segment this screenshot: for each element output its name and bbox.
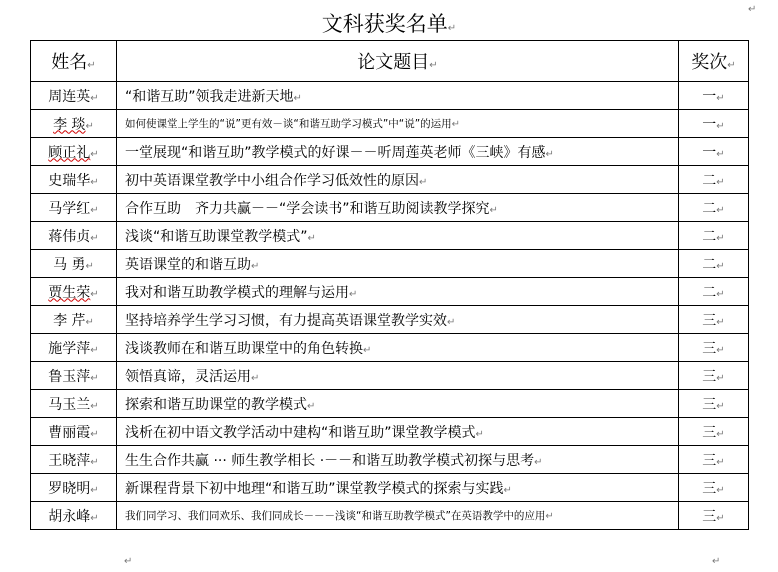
- name-cell[interactable]: 马 勇↵: [31, 250, 117, 278]
- paragraph-mark-icon: ↵: [748, 4, 757, 15]
- table-row: [31, 418, 749, 446]
- table-header-row: [31, 41, 749, 82]
- award-table: [30, 40, 749, 530]
- table-row: [31, 278, 749, 306]
- topic-cell[interactable]: 初中英语课堂教学中小组合作学习低效性的原因↵: [117, 166, 679, 194]
- header-topic: 论文题目↵: [117, 41, 679, 82]
- table-row: [31, 474, 749, 502]
- name-cell[interactable]: 李 琰↵: [31, 110, 117, 138]
- table-row: [31, 82, 749, 110]
- topic-cell[interactable]: 生生合作共赢 ··· 师生教学相长 ·－－和谐互助教学模式初探与思考↵: [117, 446, 679, 474]
- table-row: [31, 138, 749, 166]
- award-cell[interactable]: 一↵: [679, 82, 749, 110]
- award-cell[interactable]: 二↵: [679, 194, 749, 222]
- award-cell[interactable]: 一↵: [679, 138, 749, 166]
- table-row: [31, 166, 749, 194]
- award-cell[interactable]: 三↵: [679, 474, 749, 502]
- topic-cell[interactable]: 浅析在初中语文教学活动中建构“和谐互助”课堂教学模式↵: [117, 418, 679, 446]
- award-cell[interactable]: 三↵: [679, 446, 749, 474]
- name-cell[interactable]: 李 芹↵: [31, 306, 117, 334]
- name-cell[interactable]: 王晓萍↵: [31, 446, 117, 474]
- topic-cell[interactable]: 新课程背景下初中地理“和谐互助”课堂教学模式的探索与实践↵: [117, 474, 679, 502]
- topic-cell[interactable]: 我们同学习、我们同欢乐、我们同成长－－－浅谈“和谐互助教学模式”在英语教学中的应用↵: [117, 502, 679, 530]
- award-cell[interactable]: 三↵: [679, 362, 749, 390]
- name-cell[interactable]: 曹丽霞↵: [31, 418, 117, 446]
- name-cell[interactable]: 罗晓明↵: [31, 474, 117, 502]
- paragraph-mark-icon: ↵: [124, 556, 133, 567]
- name-cell[interactable]: 马学红↵: [31, 194, 117, 222]
- name-cell[interactable]: 蒋伟贞↵: [31, 222, 117, 250]
- table-row: [31, 502, 749, 530]
- name-cell[interactable]: 马玉兰↵: [31, 390, 117, 418]
- table-row: [31, 390, 749, 418]
- award-cell[interactable]: 三↵: [679, 334, 749, 362]
- topic-cell[interactable]: 合作互助 齐力共赢－－“学会读书”和谐互助阅读教学探究↵: [117, 194, 679, 222]
- topic-cell[interactable]: 探索和谐互助课堂的教学模式↵: [117, 390, 679, 418]
- topic-cell[interactable]: 如何使课堂上学生的“说”更有效－谈“和谐互助学习模式”中“说”的运用↵: [117, 110, 679, 138]
- name-cell[interactable]: 顾正礼↵: [31, 138, 117, 166]
- table-row: [31, 334, 749, 362]
- table-row: [31, 110, 749, 138]
- table-row: [31, 194, 749, 222]
- table-row: [31, 446, 749, 474]
- table-row: [31, 362, 749, 390]
- award-cell[interactable]: 二↵: [679, 250, 749, 278]
- award-cell[interactable]: 三↵: [679, 418, 749, 446]
- paragraph-mark-icon: ↵: [447, 23, 457, 34]
- topic-cell[interactable]: “和谐互助”领我走进新天地↵: [117, 82, 679, 110]
- award-cell[interactable]: 三↵: [679, 502, 749, 530]
- topic-cell[interactable]: 领悟真谛，灵活运用↵: [117, 362, 679, 390]
- name-cell[interactable]: 周连英↵: [31, 82, 117, 110]
- table-row: [31, 222, 749, 250]
- award-cell[interactable]: 二↵: [679, 166, 749, 194]
- paragraph-mark-icon: ↵: [712, 556, 721, 567]
- header-award: 奖次↵: [679, 41, 749, 82]
- topic-cell[interactable]: 一堂展现“和谐互助”教学模式的好课－－听周莲英老师《三峡》有感↵: [117, 138, 679, 166]
- topic-cell[interactable]: 英语课堂的和谐互助↵: [117, 250, 679, 278]
- name-cell[interactable]: 史瑞华↵: [31, 166, 117, 194]
- document-title: 文科获奖名单↵: [321, 12, 457, 36]
- name-cell[interactable]: 贾生荣↵: [31, 278, 117, 306]
- award-cell[interactable]: 二↵: [679, 278, 749, 306]
- name-cell[interactable]: 胡永峰↵: [31, 502, 117, 530]
- name-cell[interactable]: 施学萍↵: [31, 334, 117, 362]
- topic-cell[interactable]: 坚持培养学生学习习惯，有力提高英语课堂教学实效↵: [117, 306, 679, 334]
- topic-cell[interactable]: 我对和谐互助教学模式的理解与运用↵: [117, 278, 679, 306]
- award-cell[interactable]: 三↵: [679, 390, 749, 418]
- award-cell[interactable]: 二↵: [679, 222, 749, 250]
- name-cell[interactable]: 鲁玉萍↵: [31, 362, 117, 390]
- topic-cell[interactable]: 浅谈“和谐互助课堂教学模式”↵: [117, 222, 679, 250]
- award-cell[interactable]: 三↵: [679, 306, 749, 334]
- table-row: [31, 250, 749, 278]
- table-row: [31, 306, 749, 334]
- header-name: 姓名↵: [31, 41, 117, 82]
- topic-cell[interactable]: 浅谈教师在和谐互助课堂中的角色转换↵: [117, 334, 679, 362]
- award-cell[interactable]: 一↵: [679, 110, 749, 138]
